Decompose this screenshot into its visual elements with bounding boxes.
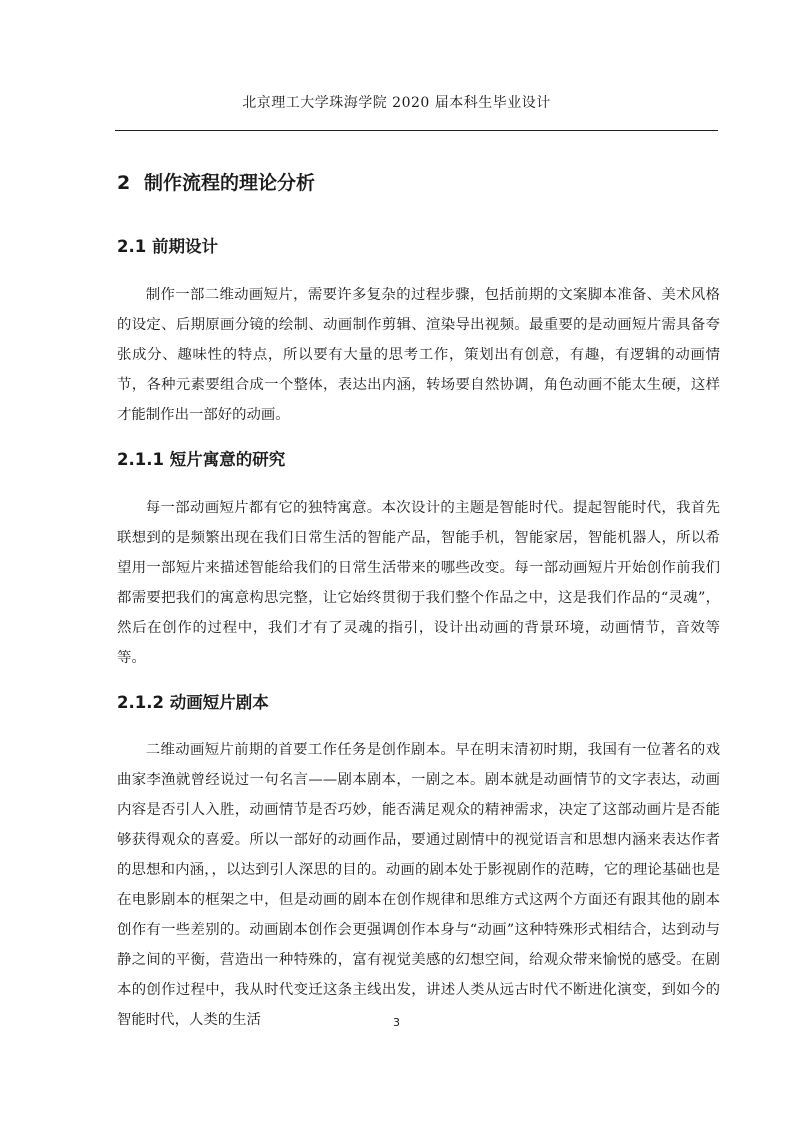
chapter-title: 制作流程的理论分析: [144, 172, 316, 194]
page-header: 北京理工大学珠海学院 2020 届本科生毕业设计: [242, 95, 551, 111]
paragraph-2-1-2: 二维动画短片前期的首要工作任务是创作剧本。早在明末清初时期，我国有一位著名的戏曲家李渔就曾经说过一句名言——剧本剧本，一剧之本。剧本就是动画情节的文字表达，动画内容是否引人入胜，动画情节是否巧妙，能否满足观众的精神需求，决定了这部动画片是否能够获得观众的喜爱。所以一部好的动画作品，要通过剧情中的视觉语言和思想内涵来表达作者的思想和内涵，，以达到引人深思的目的。动画的剧本处于影视剧作的范畴，它的理论基础也是在电影剧本的框架之中，但是动画的剧本在创作规律和思维方式这两个方面还有跟其他的剧本创作有一些差别的。动画剧本创作会更强调创作本身与“动画”这种特殊形式相结合，达到动与静之间的平衡，营造出一种特殊的，富有视觉美感的幻想空间，给观众带来愉悦的感受。在剧本的创作过程中，我从时代变迁这条主线出发，讲述人类从远古时代不断进化演变，到如今的智能时代，人类的生活: [117, 742, 720, 1028]
paragraph-2-1: 制作一部二维动画短片，需要许多复杂的过程步骤，包括前期的文案脚本准备、美术风格的设定、后期原画分镜的绘制、动画制作剪辑、渲染导出视频。最重要的是动画短片需具备夸张成分、趣味性的特点，所以要有大量的思考工作，策划出有创意，有趣，有逻辑的动画情节，各种元素要组合成一个整体，表达出内涵，转场要自然协调，角色动画不能太生硬，这样才能制作出一部好的动画。: [117, 287, 720, 423]
paragraph-2-1-1: 每一部动画短片都有它的独特寓意。本次设计的主题是智能时代。提起智能时代，我首先联想到的是频繁出现在我们日常生活的智能产品，智能手机，智能家居，智能机器人，所以希望用一部短片来描述智能给我们的日常生活带来的哪些改变。每一部动画短片开始创作前我们都需要把我们的寓意构思完整，让它始终贯彻于我们整个作品之中，这是我们作品的“灵魂”，然后在创作的过程中，我们才有了灵魂的指引，设计出动画的背景环境，动画情节，音效等等。: [117, 500, 720, 666]
section-heading-2-1: 2.1 前期设计: [117, 237, 218, 256]
chapter-number: 2: [117, 172, 131, 194]
chapter-heading: [117, 168, 315, 195]
section-heading-2-1-1: 2.1.1 短片寓意的研究: [117, 450, 286, 469]
section-heading-2-1-2: 2.1.2 动画短片剧本: [117, 693, 269, 712]
header-divider: [115, 130, 718, 131]
page-number: 3: [393, 1016, 400, 1029]
